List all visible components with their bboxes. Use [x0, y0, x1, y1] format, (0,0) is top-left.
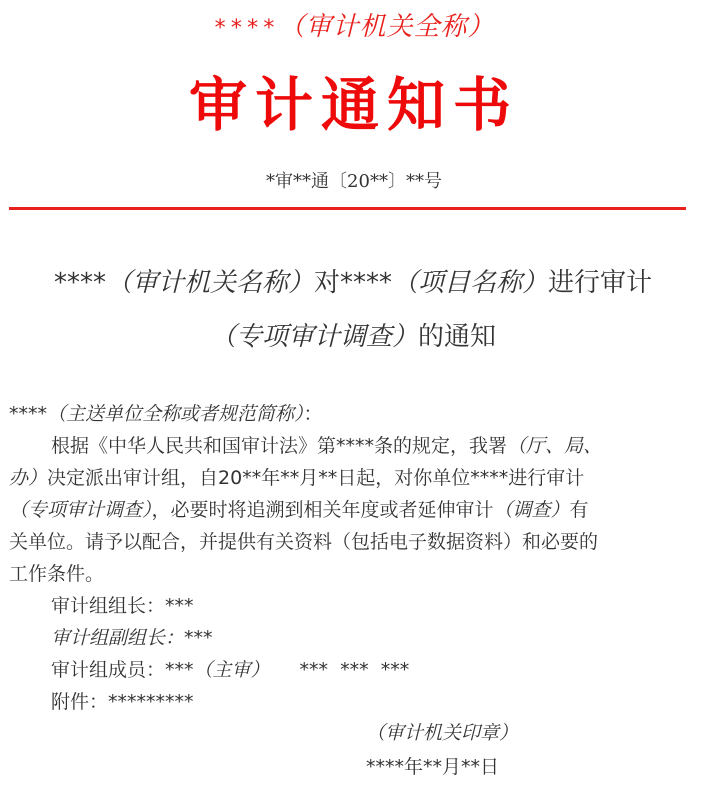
investigation-placeholder: （调查） — [493, 499, 570, 521]
subject-target: 对**** — [313, 268, 392, 298]
audit-dispatch-text: 决定派出审计组，自20**年**月**日起，对你单位****进行审计 — [47, 467, 585, 489]
recipient-line — [9, 398, 689, 430]
recipient-name: （主送单位全称或者规范简称） — [47, 403, 304, 425]
other-members: *** *** *** — [299, 659, 410, 681]
paragraph-line-3 — [9, 494, 689, 526]
document-title: 审计通知书 — [188, 71, 519, 139]
paragraph-line-1 — [9, 430, 689, 462]
subject-authority-name: （审计机关名称） — [105, 268, 314, 298]
agency-type-placeholder: （厅、局、 — [507, 435, 603, 457]
paragraph-line-4: 关单位。请予以配合，并提供有关资料（包括电子数据资料）和必要的 — [9, 531, 599, 553]
authority-full-name: （审计机关全称） — [278, 12, 495, 42]
red-divider-line — [9, 207, 686, 210]
agency-type-placeholder-end: 办） — [9, 467, 48, 489]
team-leader: 审计组组长：*** — [51, 595, 194, 617]
document-number: *审**通〔20**〕**号 — [266, 171, 442, 192]
attachment-line: 附件：********* — [51, 691, 194, 713]
subject-special-audit: （专项审计调查） — [209, 322, 418, 352]
paragraph-line-2 — [9, 462, 689, 494]
issue-date: ****年**月**日 — [366, 756, 500, 778]
team-members-label: 审计组成员：*** — [51, 659, 194, 681]
issuing-authority-line — [0, 6, 708, 43]
team-deputy-leader: 审计组副组长：*** — [51, 627, 213, 649]
subject-project-name: （项目名称） — [392, 268, 549, 298]
subject-authority-stars: **** — [53, 268, 106, 298]
recipient-stars: **** — [9, 403, 47, 425]
extension-text: ，必要时将追溯到相关年度或者延伸审计 — [151, 499, 494, 521]
paragraph-line-5: 工作条件。 — [9, 563, 105, 585]
subject-line-1 — [8, 256, 698, 310]
subject-suffix: 的通知 — [418, 322, 497, 352]
notice-subject — [8, 256, 698, 364]
authority-placeholder-stars: **** — [213, 16, 279, 41]
team-members — [9, 654, 689, 686]
lead-auditor-tag: （主审） — [193, 659, 270, 681]
recipient-colon: ： — [303, 403, 323, 425]
subject-line-2 — [8, 310, 698, 364]
legal-basis-text: 根据《中华人民共和国审计法》第****条的规定，我署 — [51, 435, 508, 457]
special-audit-placeholder: （专项审计调查） — [9, 499, 152, 521]
extension-text-end: 有 — [569, 499, 589, 521]
notice-body — [9, 398, 689, 718]
subject-action: 进行审计 — [548, 268, 653, 298]
authority-seal-placeholder: （审计机关印章） — [366, 722, 519, 744]
